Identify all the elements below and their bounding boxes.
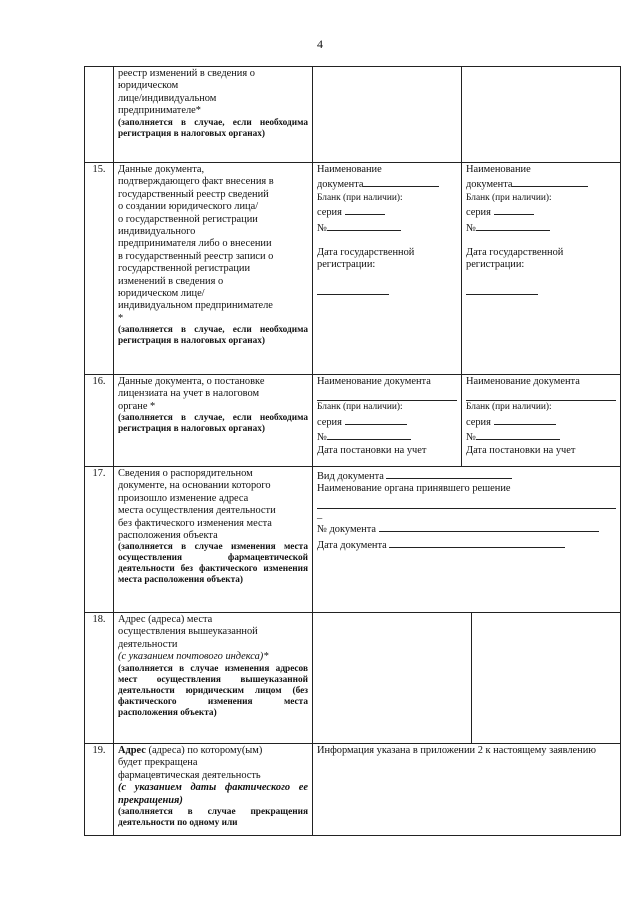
desc-line: предпринимателя либо о внесении xyxy=(118,238,272,250)
desc-line: о государственной регистрации xyxy=(118,213,258,225)
reg-date-label: Дата государственной xyxy=(466,247,564,259)
desc-line: юридическом лице/ xyxy=(118,288,205,300)
value-cell-left[interactable] xyxy=(313,375,462,467)
reg-date-label-2: регистрации: xyxy=(317,259,376,271)
doc-name-label-2: документа xyxy=(466,179,513,191)
row-number: 16. xyxy=(85,375,114,467)
number-label: № xyxy=(466,432,476,444)
value-cell-merged[interactable] xyxy=(313,613,621,744)
desc-line: произошло изменение адреса xyxy=(118,492,249,504)
desc-line: государственной регистрации xyxy=(118,263,251,275)
number-label: № xyxy=(317,432,327,444)
desc-line: в государственный реестр записи о xyxy=(118,250,274,262)
desc-line: (адреса) по которому(ым) xyxy=(145,745,263,756)
doc-number-label: № документа xyxy=(317,524,376,536)
desc-line: деятельности xyxy=(118,638,178,650)
reg-date-field[interactable] xyxy=(317,284,389,295)
row-description xyxy=(114,613,313,744)
table-row xyxy=(85,163,621,375)
blank-label: Бланк (при наличии): xyxy=(466,402,552,413)
page-number: 4 xyxy=(317,37,323,51)
tax-date-label: Дата постановки на учет xyxy=(466,444,576,456)
dash-mark: _ xyxy=(317,508,323,520)
address-subcell-right[interactable] xyxy=(472,613,620,743)
table-row xyxy=(85,375,621,467)
address-subcell-left[interactable] xyxy=(313,613,472,743)
desc-line: Данные документа, xyxy=(118,164,205,175)
desc-line: лице/индивидуальном xyxy=(118,92,217,104)
doc-name-label: Наименование документа xyxy=(317,376,431,387)
doc-name-field[interactable] xyxy=(512,176,588,187)
series-field[interactable] xyxy=(494,414,556,425)
desc-line: о создании юридического лица/ xyxy=(118,201,259,213)
desc-line: без фактического изменения места xyxy=(118,517,272,529)
table-row xyxy=(85,467,621,613)
desc-line: расположения объекта xyxy=(118,530,218,542)
doc-type-field[interactable] xyxy=(386,468,512,479)
value-cell-left[interactable] xyxy=(313,67,462,163)
doc-name-label: Наименование xyxy=(317,164,382,175)
value-cell-merged[interactable] xyxy=(313,467,621,613)
doc-name-label-2: документа xyxy=(317,179,364,191)
desc-bold-lead: Адрес xyxy=(118,745,146,756)
desc-note: (заполняется в случае, если необходима регистрация в налоговых органах) xyxy=(118,117,308,139)
doc-name-label: Наименование документа xyxy=(466,376,580,387)
doc-name-field[interactable] xyxy=(363,176,439,187)
table-row xyxy=(85,613,621,744)
desc-line: документе, на основании которого xyxy=(118,480,271,492)
series-label: серия xyxy=(466,207,491,219)
doc-date-field[interactable] xyxy=(389,537,565,548)
desc-line: фармацевтическая деятельность xyxy=(118,769,261,781)
desc-line: индивидуальном предпринимателе xyxy=(118,300,273,312)
info-text: Информация указана в приложении 2 к настоящему заявлению xyxy=(317,745,597,756)
tax-date-label: Дата постановки на учет xyxy=(317,444,427,456)
desc-line: Сведения о распорядительном xyxy=(118,468,253,479)
number-field[interactable] xyxy=(327,429,411,440)
desc-line: индивидуального xyxy=(118,226,196,238)
doc-name-field[interactable] xyxy=(466,388,616,401)
series-label: серия xyxy=(466,416,491,428)
desc-line: * xyxy=(118,312,124,324)
desc-note: (заполняется в случае изменения адресов мест осуществления вышеуказанной деятельности юридическим лицом (без фактического изменения места расположения объекта) xyxy=(118,663,308,718)
value-cell-right[interactable] xyxy=(462,67,621,163)
series-field[interactable] xyxy=(345,204,385,215)
doc-name-label: Наименование xyxy=(466,164,531,175)
row-description xyxy=(114,744,313,836)
series-field[interactable] xyxy=(494,204,534,215)
row-number: 17. xyxy=(85,467,114,613)
row-number: 18. xyxy=(85,613,114,744)
value-cell-right[interactable] xyxy=(462,375,621,467)
desc-note: (заполняется в случае прекращения деятельности по одному или xyxy=(118,807,308,829)
number-label: № xyxy=(466,222,476,234)
series-label: серия xyxy=(317,416,342,428)
desc-note: (заполняется в случае, если необходима регистрация в налоговых органах) xyxy=(118,413,308,435)
blank-label: Бланк (при наличии): xyxy=(317,402,403,413)
desc-line: реестр изменений в сведения о xyxy=(118,68,255,79)
desc-line: места осуществления деятельности xyxy=(118,505,276,517)
desc-note: (заполняется в случае, если необходима регистрация в налоговых органах) xyxy=(118,325,308,347)
value-cell-merged[interactable] xyxy=(313,744,621,836)
doc-name-field[interactable] xyxy=(317,388,457,401)
number-field[interactable] xyxy=(476,429,560,440)
desc-line: предпринимателе* xyxy=(118,105,201,117)
desc-line: органе * xyxy=(118,400,156,412)
desc-line: осуществления вышеуказанной xyxy=(118,626,258,638)
org-name-field[interactable] xyxy=(317,496,616,509)
desc-line: Данные документа, о постановке xyxy=(118,376,265,387)
blank-label: Бланк (при наличии): xyxy=(317,192,403,203)
desc-italic: (с указанием почтового индекса)* xyxy=(118,651,269,663)
row-description xyxy=(114,375,313,467)
reg-date-field[interactable] xyxy=(466,284,538,295)
desc-line: государственный реестр сведений xyxy=(118,188,269,200)
table-row xyxy=(85,744,621,836)
org-name-label: Наименование органа принявшего решение xyxy=(317,483,511,495)
number-field[interactable] xyxy=(327,220,401,231)
reg-date-label: Дата государственной xyxy=(317,247,415,259)
reg-date-label-2: регистрации: xyxy=(466,259,525,271)
desc-line: юридическом xyxy=(118,80,179,92)
row-number: 19. xyxy=(85,744,114,836)
license-form-table xyxy=(84,66,621,836)
desc-line: подтверждающего факт внесения в xyxy=(118,176,274,188)
value-cell-right[interactable] xyxy=(462,163,621,375)
series-field[interactable] xyxy=(345,414,407,425)
row-number xyxy=(85,67,114,163)
doc-type-label: Вид документа xyxy=(317,471,384,482)
number-label: № xyxy=(317,222,327,234)
blank-label: Бланк (при наличии): xyxy=(466,192,552,203)
value-cell-left[interactable] xyxy=(313,163,462,375)
doc-date-label: Дата документа xyxy=(317,539,387,551)
row-description xyxy=(114,163,313,375)
desc-note: (заполняется в случае изменения места осуществления фармацевтической деятельности без фактического изменения места расположения объекта) xyxy=(118,542,308,586)
desc-bold-italic: (с указанием даты фактического ее прекращения) xyxy=(118,782,308,806)
series-label: серия xyxy=(317,207,342,219)
number-field[interactable] xyxy=(476,220,550,231)
desc-line: лицензиата на учет в налоговом xyxy=(118,388,260,400)
row-number: 15. xyxy=(85,163,114,375)
row-description xyxy=(114,467,313,613)
doc-number-field[interactable] xyxy=(379,521,599,532)
table-row xyxy=(85,67,621,163)
row-description xyxy=(114,67,313,163)
desc-line: изменений в сведения о xyxy=(118,275,224,287)
desc-line: Адрес (адреса) места xyxy=(118,614,213,625)
desc-line: будет прекращена xyxy=(118,757,198,769)
